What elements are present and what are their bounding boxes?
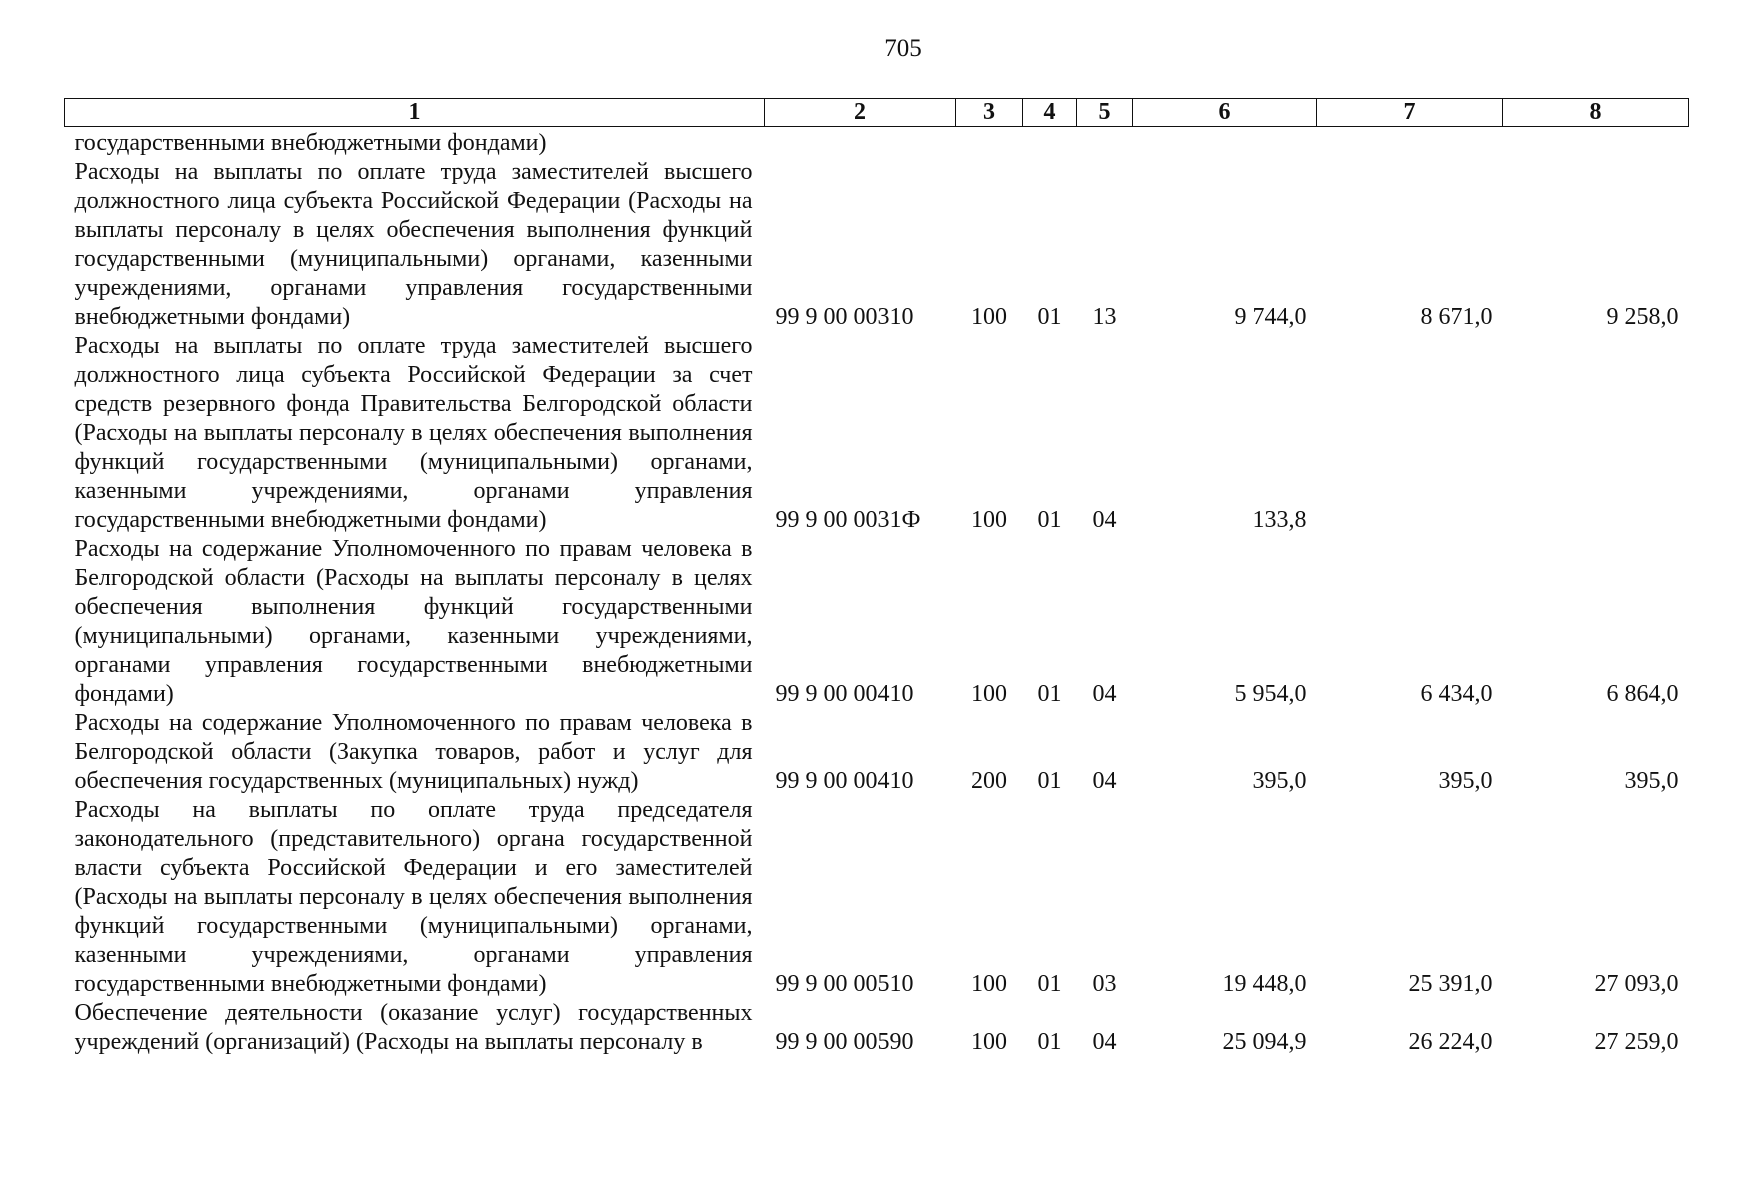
row-description: Расходы на выплаты по оплате труда заместителей высшего должностного лица субъекта Российской Федерации (Расходы на выплаты персоналу в целях обеспечения выполнения функций государственными (муниципальными) органами, казенными учреждениями, органами управления государственными внебюджетными фондами) <box>74 159 753 330</box>
row-amount-col6: 9 744,0 <box>1234 304 1307 330</box>
row-subsection: 04 <box>1092 507 1117 533</box>
row-description: Расходы на выплаты по оплате труда председателя законодательного (представительного) органа государственной власти субъекта Российской Федерации и его заместителей (Расходы на выплаты персоналу в целях обеспечения выполнения функций государственными (муниципальными) органами, казенными учреждениями, органами управления государственными внебюджетными фондами) <box>74 797 753 997</box>
row-description: государственными внебюджетными фондами) <box>74 130 547 156</box>
row-amount-col8 <box>1503 127 1689 159</box>
row-section: 01 <box>1037 768 1062 794</box>
row-target-code: 99 9 00 0031Ф <box>775 507 921 533</box>
row-expense-type: 200 <box>971 768 1007 794</box>
page-number: 705 <box>884 35 922 62</box>
column-header-1: 1 <box>65 99 765 127</box>
column-header-2: 2 <box>765 99 956 127</box>
row-amount-col7 <box>1317 332 1503 535</box>
table-row <box>65 332 1689 535</box>
row-amount-col6: 19 448,0 <box>1222 971 1307 997</box>
budget-table <box>64 98 1689 1057</box>
row-description: Расходы на содержание Уполномоченного по правам человека в Белгородской области (Закупка товаров, работ и услуг для обеспечения государственных (муниципальных) нужд) <box>74 710 753 794</box>
header-row <box>65 99 1689 127</box>
row-amount-col7: 25 391,0 <box>1408 971 1493 997</box>
row-description: Расходы на содержание Уполномоченного по правам человека в Белгородской области (Расходы на выплаты персоналу в целях обеспечения выполнения функций государственными (муниципальными) органами, казенными учреждениями, органами управления государственными внебюджетными фондами) <box>74 536 753 707</box>
row-subsection: 13 <box>1092 304 1117 330</box>
row-target-code <box>765 127 956 159</box>
row-subsection: 04 <box>1092 1029 1117 1055</box>
table-row <box>65 158 1689 332</box>
row-description: Расходы на выплаты по оплате труда заместителей высшего должностного лица субъекта Российской Федерации за счет средств резервного фонда Правительства Белгородской области (Расходы на выплаты персоналу в целях обеспечения выполнения функций государственными (муниципальными) органами, казенными учреждениями, органами управления государственными внебюджетными фондами) <box>74 333 753 533</box>
row-amount-col7: 26 224,0 <box>1408 1029 1493 1055</box>
table-row <box>65 999 1689 1057</box>
row-amount-col6: 25 094,9 <box>1222 1029 1307 1055</box>
column-header-8: 8 <box>1503 99 1689 127</box>
table-row <box>65 709 1689 796</box>
row-subsection: 03 <box>1092 971 1117 997</box>
row-amount-col6: 5 954,0 <box>1234 681 1307 707</box>
row-section: 01 <box>1037 304 1062 330</box>
row-expense-type: 100 <box>971 681 1007 707</box>
row-amount-col6: 395,0 <box>1252 768 1307 794</box>
row-section <box>1023 127 1077 159</box>
row-expense-type: 100 <box>971 304 1007 330</box>
row-subsection: 04 <box>1092 768 1117 794</box>
row-amount-col7: 395,0 <box>1438 768 1493 794</box>
table-body <box>65 127 1689 1058</box>
row-section: 01 <box>1037 971 1062 997</box>
row-subsection: 04 <box>1092 681 1117 707</box>
row-amount-col8 <box>1503 332 1689 535</box>
row-amount-col8: 6 864,0 <box>1606 681 1679 707</box>
row-amount-col8: 27 259,0 <box>1594 1029 1679 1055</box>
table-row <box>65 127 1689 159</box>
table-row <box>65 796 1689 999</box>
row-amount-col6: 133,8 <box>1252 507 1307 533</box>
row-description: Обеспечение деятельности (оказание услуг) государственных учреждений (организаций) (Расходы на выплаты персоналу в <box>74 1000 753 1055</box>
row-expense-type <box>956 127 1023 159</box>
row-target-code: 99 9 00 00510 <box>775 971 914 997</box>
row-amount-col8: 9 258,0 <box>1606 304 1679 330</box>
row-expense-type: 100 <box>971 1029 1007 1055</box>
row-target-code: 99 9 00 00410 <box>775 768 914 794</box>
row-amount-col7: 8 671,0 <box>1420 304 1493 330</box>
column-header-7: 7 <box>1317 99 1503 127</box>
row-amount-col8: 395,0 <box>1624 768 1679 794</box>
row-section: 01 <box>1037 1029 1062 1055</box>
row-amount-col8: 27 093,0 <box>1594 971 1679 997</box>
column-header-6: 6 <box>1133 99 1317 127</box>
table-row <box>65 535 1689 709</box>
row-amount-col6 <box>1133 127 1317 159</box>
column-header-5: 5 <box>1077 99 1133 127</box>
row-amount-col7 <box>1317 127 1503 159</box>
table-header <box>65 99 1689 127</box>
row-target-code: 99 9 00 00410 <box>775 681 914 707</box>
column-header-4: 4 <box>1023 99 1077 127</box>
row-expense-type: 100 <box>971 507 1007 533</box>
column-header-3: 3 <box>956 99 1023 127</box>
row-target-code: 99 9 00 00310 <box>775 304 914 330</box>
row-expense-type: 100 <box>971 971 1007 997</box>
row-amount-col7: 6 434,0 <box>1420 681 1493 707</box>
row-target-code: 99 9 00 00590 <box>775 1029 914 1055</box>
row-section: 01 <box>1037 681 1062 707</box>
row-subsection <box>1077 127 1133 159</box>
row-section: 01 <box>1037 507 1062 533</box>
